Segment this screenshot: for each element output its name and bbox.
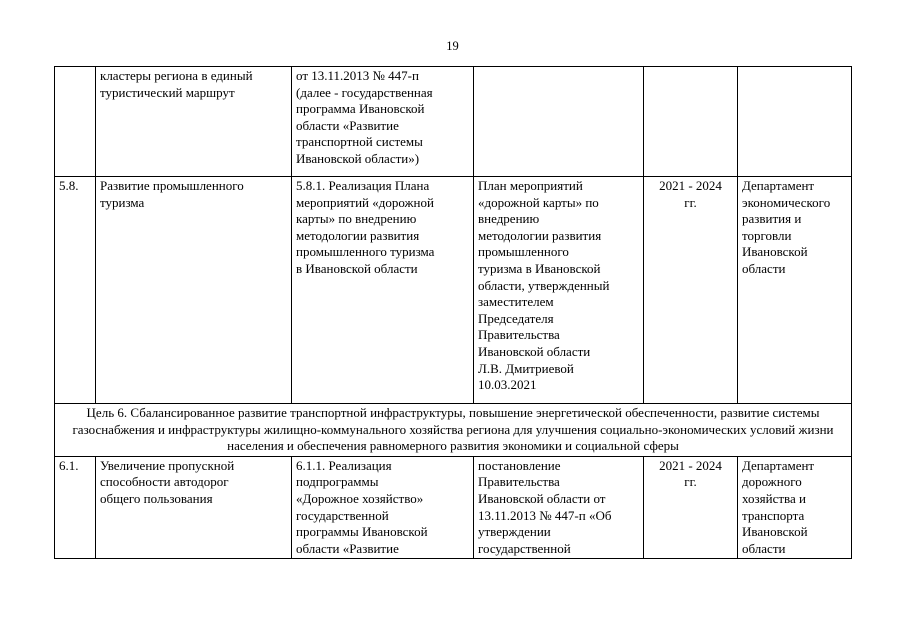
action-cell: 5.8.1. Реализация Плана мероприятий «дорожной карты» по внедрению методологии развития промышленного туризма в Ивановской области bbox=[292, 177, 474, 404]
row-number-cell: 5.8. bbox=[55, 177, 96, 404]
action-cell: 6.1.1. Реализация подпрограммы «Дорожное хозяйство» государственной программы Ивановской области «Развитие bbox=[292, 456, 474, 559]
goal-cell: Цель 6. Сбалансированное развитие транспортной инфраструктуры, повышение энергетической обеспеченности, развитие системы газоснабжения и инфраструктуры жилищно-коммунального хозяйства региона для улучшения социально-экономических условий жизни населения и обеспечения равномерного развития экономики и социальной сферы bbox=[55, 404, 852, 457]
document-cell: постановление Правительства Ивановской области от 13.11.2013 № 447-п «Об утверждении государственной bbox=[474, 456, 644, 559]
event-cell: Развитие промышленного туризма bbox=[96, 177, 292, 404]
period-cell bbox=[644, 67, 738, 177]
row-number-cell: 6.1. bbox=[55, 456, 96, 559]
executor-cell: Департамент дорожного хозяйства и транспорта Ивановской области bbox=[738, 456, 852, 559]
period-cell: 2021 - 2024 гг. bbox=[644, 177, 738, 404]
executor-cell: Департамент экономического развития и торговли Ивановской области bbox=[738, 177, 852, 404]
event-cell: Увеличение пропускной способности автодорог общего пользования bbox=[96, 456, 292, 559]
action-cell: от 13.11.2013 № 447-п (далее - государственная программа Ивановской области «Развитие транспортной системы Ивановской области») bbox=[292, 67, 474, 177]
table-row bbox=[55, 456, 852, 559]
page-number: 19 bbox=[446, 39, 459, 53]
event-cell: кластеры региона в единый туристический маршрут bbox=[96, 67, 292, 177]
document-cell: План мероприятий «дорожной карты» по внедрению методологии развития промышленного туризма в Ивановской области, утвержденный заместителем Председателя Правительства Ивановской области Л.В. Дмитриевой 10.03.2021 bbox=[474, 177, 644, 404]
table-row bbox=[55, 177, 852, 404]
goal-row bbox=[55, 404, 852, 457]
row-number-cell bbox=[55, 67, 96, 177]
period-cell: 2021 - 2024 гг. bbox=[644, 456, 738, 559]
document-cell bbox=[474, 67, 644, 177]
executor-cell bbox=[738, 67, 852, 177]
table-row bbox=[55, 67, 852, 177]
action-plan-table bbox=[54, 66, 852, 559]
